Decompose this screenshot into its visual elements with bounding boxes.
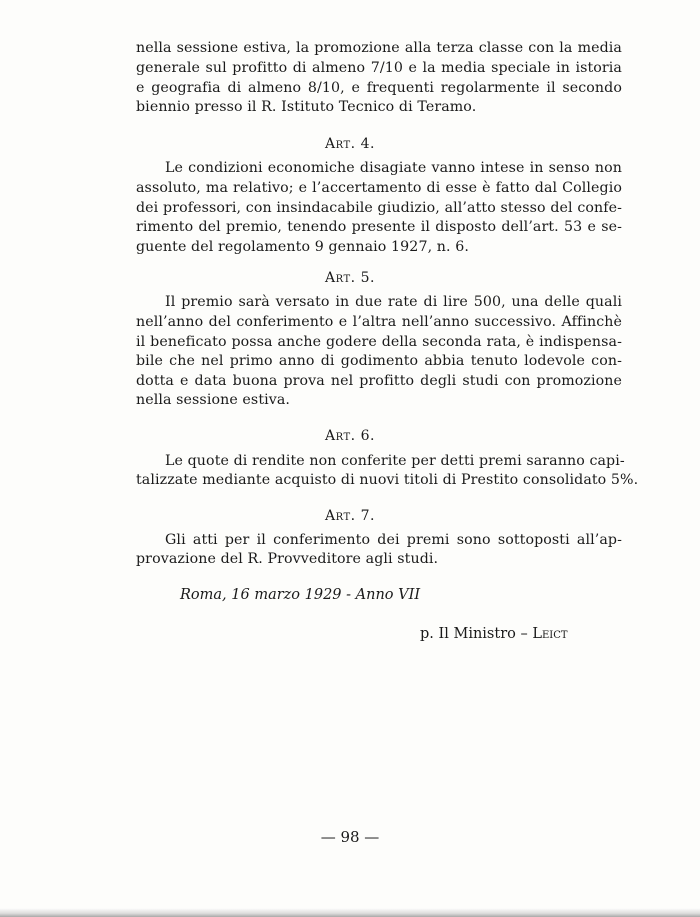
scan-edge	[0, 908, 700, 917]
article-heading: Art. 7.	[325, 508, 375, 524]
text-line: il beneficato possa anche godere della seconda rata, è indispensa-	[136, 334, 622, 350]
article-heading: Art. 6.	[325, 428, 375, 444]
text-line: dotta e data buona prova nel profitto degli studi con promozione	[136, 373, 622, 389]
text-line: Il premio sarà versato in due rate di lire 500, una delle quali	[165, 294, 622, 310]
page-number: — 98 —	[320, 828, 380, 846]
text-line: generale sul profitto di almeno 7/10 e la media speciale in istoria	[136, 60, 622, 76]
text-line: Le condizioni economiche disagiate vanno intese in senso non	[165, 160, 622, 176]
text-line: guente del regolamento 9 gennaio 1927, n. 6.	[136, 239, 469, 255]
signature-prefix: p. Il Ministro –	[420, 626, 533, 642]
text-line: e geografia di almeno 8/10, e frequenti regolarmente il secondo	[136, 80, 622, 96]
signature-name: Leict	[532, 626, 568, 642]
text-line: provazione del R. Provveditore agli studi.	[136, 551, 439, 567]
text-line: Le quote di rendite non conferite per detti premi saranno capi-	[165, 453, 625, 469]
text-line: talizzate mediante acquisto di nuovi titoli di Prestito consolidato 5%.	[136, 472, 639, 488]
signature	[420, 626, 568, 642]
text-line: nella sessione estiva, la promozione alla terza classe con la media	[136, 40, 622, 56]
article-heading: Art. 5.	[325, 270, 375, 286]
text-line: nella sessione estiva.	[136, 392, 291, 408]
date-line: Roma, 16 marzo 1929 - Anno VII	[180, 587, 421, 603]
text-line: bile che nel primo anno di godimento abbia tenuto lodevole con-	[136, 353, 622, 369]
text-line: biennio presso il R. Istituto Tecnico di Teramo.	[136, 99, 477, 115]
text-line: dei professori, con insindacabile giudizio, all’atto stesso del confe-	[136, 200, 622, 216]
text-line: nell’anno del conferimento e l’altra nell’anno successivo. Affinchè	[136, 314, 622, 330]
text-line: Gli atti per il conferimento dei premi sono sottoposti all’ap-	[165, 532, 622, 548]
article-heading: Art. 4.	[325, 136, 375, 152]
text-line: assoluto, ma relativo; e l’accertamento di esse è fatto dal Collegio	[136, 180, 622, 196]
text-line: rimento del premio, tenendo presente il disposto dell’art. 53 e se-	[136, 219, 622, 235]
